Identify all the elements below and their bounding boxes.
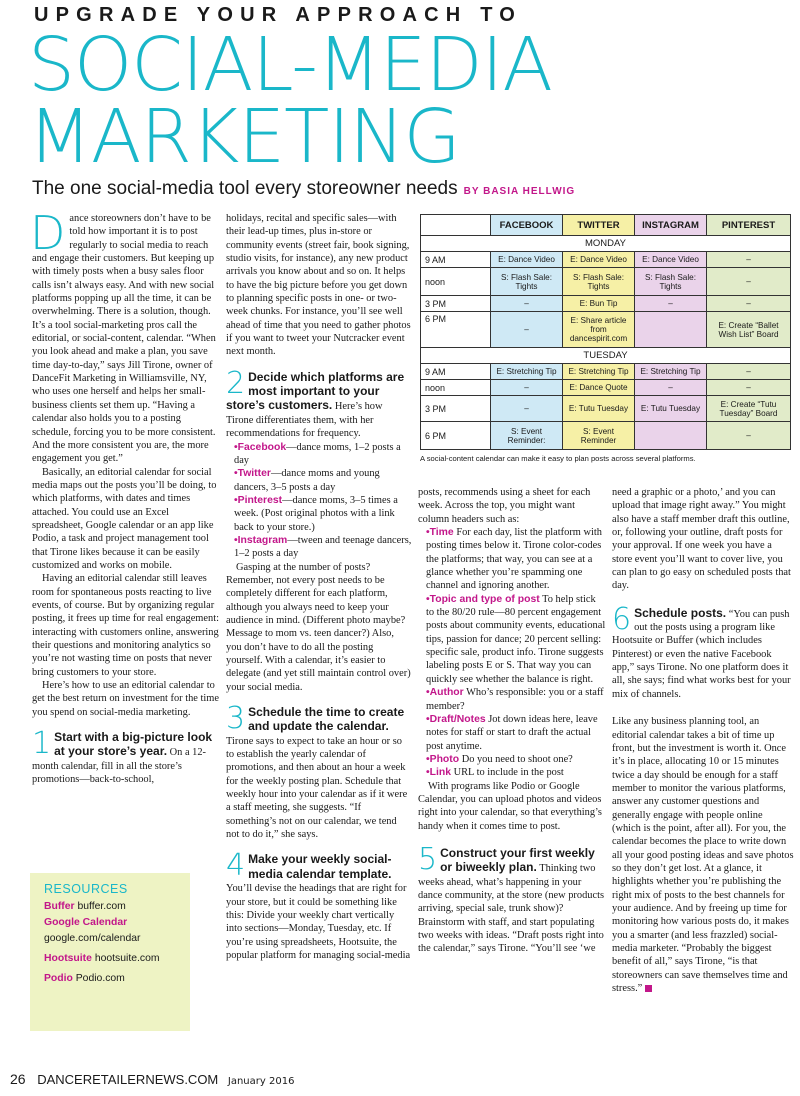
resource-item	[44, 899, 176, 915]
facebook-cell: –	[491, 296, 563, 312]
table-row	[421, 312, 791, 348]
column-header-item	[426, 753, 606, 766]
resource-url[interactable]: buffer.com	[77, 901, 126, 912]
step-number: 2	[226, 365, 246, 401]
bullet-text: —dance moms, 1–2 posts a day	[234, 441, 401, 466]
step-5	[418, 841, 606, 956]
bullet-label: • Facebook	[234, 442, 286, 453]
step-heading: Schedule the time to create and update the calendar.	[248, 705, 405, 734]
twitter-cell: S: Flash Sale: Tights	[563, 268, 635, 296]
twitter-cell: E: Tutu Tuesday	[563, 396, 635, 422]
platform-bullet	[234, 494, 412, 534]
step-text: On a 12-month calendar, fill in all the store’s promotions—back-to-school,	[32, 747, 207, 786]
social-calendar-table	[420, 214, 791, 450]
step-number: 6	[612, 601, 632, 637]
closing-paragraph	[612, 715, 794, 995]
pinterest-cell: –	[707, 252, 791, 268]
facebook-cell: E: Stretching Tip	[491, 364, 563, 380]
item-label: • Draft/Notes	[426, 714, 486, 725]
instagram-cell: E: Stretching Tip	[635, 364, 707, 380]
item-text: Who’s responsible: you or a staff member?	[426, 687, 604, 712]
paragraph: Gasping at the number of posts? Remember, not every post needs to be completely different for each platform, although you always need to keep your audience in mind. (Different photo maybe? Message to mom vs. teen dancer?) Also, you don’t have to do all the posting yourself. With a calendar, it’s easier to delegate (and yet still maintain control over) your social media.	[226, 561, 411, 693]
twitter-cell: E: Bun Tip	[563, 296, 635, 312]
instagram-cell: E: Tutu Tuesday	[635, 396, 707, 422]
step-text: Thinking two weeks ahead, what’s happening in your dance community, at the store (new products arriving, special sale, trunk show)? Brainstorm with staff, and start populating two weeks with ideas. “Draft posts right into the calendar,” says Tirone. “You’ll see ‘we	[418, 863, 605, 955]
step-number: 1	[32, 726, 52, 762]
time-cell: 6 PM	[421, 422, 491, 450]
twitter-cell: E: Share article from dancespirit.com	[563, 312, 635, 348]
step-text: You’ll devise the headings that are right for your store, but it could be something like this: Divide your weekly chart vertically into sections—Monday, Tuesday, etc. If you’re using spreadsheets, Hootsuite, the popular platform for managing social-media	[226, 883, 411, 961]
twitter-cell: E: Stretching Tip	[563, 364, 635, 380]
day-label: TUESDAY	[421, 348, 791, 364]
platform-bullet	[234, 441, 412, 468]
intro-paragraph: ance storeowners don’t have to be told how important it is to post regularly to social media to reach and engage their customers. But keeping up with timely posts when a busy sales floor calls isn’t always easy. And with new social platforms popping up all the time, it can be overwhelming. There is a solution, though. It’s a tool social-marketing pros call the editorial, or social-content, calendar. “When you look ahead and make a plan, you save time day-to-day,” says Jill Tirone, owner of DanceFit Marketing in Williamsville, NY, who uses one herself and helps her small-business clients set them up. “Having a calendar also holds you to a posting schedule, forcing you to be more consistent. And the more consistent you are, the more engagement you get.”	[32, 213, 216, 465]
pinterest-cell: –	[707, 268, 791, 296]
step-2	[226, 365, 412, 441]
time-cell: 6 PM	[421, 312, 491, 348]
resource-item	[44, 951, 176, 967]
step-4	[226, 848, 412, 962]
facebook-cell: S: Flash Sale: Tights	[491, 268, 563, 296]
drop-cap: D	[30, 206, 66, 260]
item-text: To help stick to the 80/20 rule—80 percent engagement posts about community events, educational tips, passion for dance; 20 percent selling: specific sale, product info. Tirone suggests labeling posts E or S. That way you can quickly see whether the balance is right.	[426, 593, 606, 685]
resource-url[interactable]: Podio.com	[75, 973, 125, 984]
page-number: 26	[10, 1071, 26, 1087]
column-header-item	[426, 593, 606, 686]
table-row	[421, 268, 791, 296]
facebook-cell: –	[491, 396, 563, 422]
step-number: 5	[418, 841, 438, 877]
bullet-text: —tween and teenage dancers, 1–2 posts a day	[234, 534, 412, 560]
resource-name: Podio	[44, 973, 73, 984]
paragraph-text: holidays, recital and specific sales—with their lead-up times, plus in-store or community events (street fair, book signing, studio visits, for instance), any new product arrivals you know about and so on. It helps to have the big picture before you get down to planning specific posts in one- or two-week chunks. For instance, you’ll see well ahead of time that you need to gather photos if you want to tweet your Nutcracker event next month.	[226, 213, 411, 358]
day-row	[421, 348, 791, 364]
subtitle	[32, 178, 575, 200]
step-6	[612, 601, 794, 701]
platform-bullet	[234, 467, 412, 494]
instagram-cell: –	[635, 380, 707, 396]
day-row	[421, 236, 791, 252]
item-label: • Time	[426, 527, 454, 538]
instagram-cell: S: Flash Sale: Tights	[635, 268, 707, 296]
time-cell: 3 PM	[421, 396, 491, 422]
bullet-label: • Instagram	[234, 535, 287, 546]
footer	[10, 1071, 294, 1087]
resources-box	[30, 873, 190, 1031]
twitter-cell: E: Dance Quote	[563, 380, 635, 396]
title-line-2: MARKETING	[28, 94, 460, 180]
item-text: Jot down ideas here, leave notes for staff or start to draft the actual post anytime.	[426, 713, 598, 752]
paragraph: need a graphic or a photo,’ and you can upload that image right away.” You might also have a staff member draft this outline, or, following your outline, draft posts for your approval. If one week you have a store event you’ll want to cover live, you can plan to go easy on scheduled posts that day.	[612, 487, 791, 592]
table-row	[421, 396, 791, 422]
table-row	[421, 364, 791, 380]
facebook-cell: E: Dance Video	[491, 252, 563, 268]
column-header-item	[426, 686, 606, 713]
header-facebook: FACEBOOK	[491, 215, 563, 236]
pinterest-cell: –	[707, 296, 791, 312]
header-blank	[421, 215, 491, 236]
item-text: For each day, list the platform with posting times below it. Tirone color-codes the platforms; that way, you can see at a glance whether you’re spamming one channel and ignoring another.	[426, 527, 602, 592]
instagram-cell: –	[635, 296, 707, 312]
step-heading: Schedule posts.	[634, 605, 727, 620]
column-2	[226, 212, 412, 962]
step-1	[32, 726, 222, 786]
step-heading: Make your weekly social-media calendar template.	[248, 852, 392, 881]
time-cell: noon	[421, 268, 491, 296]
header-pinterest: PINTEREST	[707, 215, 791, 236]
paragraph-text: Like any business planning tool, an editorial calendar takes a bit of time up front, but the investment is worth it. Once it’s in place, allocating 10 or 15 minutes twice a day should be enough for a staff member to monitor the various platforms, answer any customer questions and generally engage with people online (which is the point, after all). For you, the calendar becomes the place to write down all your good posting ideas and save photos so they don’t get lost. At a glance, it highlights whether you’re publishing the right mix of posts to the best channels for your audience. And by freeing up time for monitoring how various posts do, it makes you a smarter (and less frazzled) social-media marketer. “Probably the biggest benefit of all,” says Tirone, “is that storeowners can save themselves time and stress.”	[612, 716, 794, 995]
item-label: • Author	[426, 687, 464, 698]
resource-item	[44, 915, 176, 947]
pinterest-cell: –	[707, 422, 791, 450]
end-mark-icon	[645, 985, 652, 992]
table-row	[421, 296, 791, 312]
paragraph: Here’s how to use an editorial calendar to get the best return on investment for the time you spend on social-media marketing.	[32, 680, 219, 718]
time-cell: 9 AM	[421, 252, 491, 268]
resources-title: RESOURCES	[44, 882, 128, 896]
platform-bullet	[234, 534, 412, 561]
column-header-item	[426, 766, 606, 779]
facebook-cell: S: Event Reminder:	[491, 422, 563, 450]
header-twitter: TWITTER	[563, 215, 635, 236]
item-text: Do you need to shoot one?	[461, 753, 573, 765]
resource-name: Hootsuite	[44, 953, 92, 964]
paragraph: Basically, an editorial calendar for social media maps out the posts you’ll be doing, to which platforms, with dates and times attached. You could use an Excel spreadsheet, Google calendar or an app like Podio, a task and project management tool that Tirone likes because it can be easily customized and works on mobile.	[32, 466, 217, 571]
bullet-text: —dance moms and young dancers, 3–5 posts a day	[234, 468, 380, 493]
site-name[interactable]: DANCERETAILERNEWS.COM	[37, 1072, 219, 1087]
step-number: 4	[226, 848, 246, 884]
time-cell: 3 PM	[421, 296, 491, 312]
pinterest-cell: –	[707, 364, 791, 380]
table-row	[421, 252, 791, 268]
item-label: • Photo	[426, 754, 459, 765]
resource-url[interactable]: hootsuite.com	[94, 953, 160, 964]
resource-url[interactable]: google.com/calendar	[44, 933, 141, 944]
item-text: URL to include in the post	[453, 767, 564, 779]
subtitle-text: The one social-media tool every storeowner needs	[32, 178, 458, 199]
instagram-cell	[635, 312, 707, 348]
table-header-row	[421, 215, 791, 236]
column-header-item	[426, 713, 606, 753]
day-label: MONDAY	[421, 236, 791, 252]
paragraph: Having an editorial calendar still leaves room for spontaneous posts reacting to live events, of course. But by organizing regular posting, it frees up time for real engagement: interacting with customers online, answering their questions and monitoring analytics so you’re not wasting time on posts that never bring customers to your store.	[32, 573, 219, 678]
table-row	[421, 380, 791, 396]
step-3	[226, 701, 412, 841]
instagram-cell	[635, 422, 707, 450]
bullet-text: —dance moms, 3–5 times a week. (Post original photos with a link back to your store.)	[234, 494, 398, 533]
paragraph: With programs like Podio or Google Calendar, you can upload photos and videos right into your calendar, so that everything’s handy when it comes time to post.	[418, 780, 602, 832]
item-label: • Topic and type of post	[426, 594, 540, 605]
twitter-cell: E: Dance Video	[563, 252, 635, 268]
facebook-cell: –	[491, 380, 563, 396]
paragraph	[226, 212, 412, 359]
pinterest-cell: E: Create “Tutu Tuesday” Board	[707, 396, 791, 422]
resource-item	[44, 971, 176, 987]
step-text: Tirone says to expect to take an hour or so to establish the yearly calendar of promotions, and then about an hour a week for the weekly posting plan. Schedule that weekly hour into your calendar as if it were a staff meeting, she suggests. “If something’s not on our calendar, we tend not to do it,” she says.	[226, 735, 408, 841]
header-instagram: INSTAGRAM	[635, 215, 707, 236]
step-heading: Construct your first weekly or biweekly plan.	[440, 845, 595, 875]
facebook-cell: –	[491, 312, 563, 348]
column-1	[30, 206, 222, 786]
bullet-label: • Twitter	[234, 468, 271, 479]
byline: BY BASIA HELLWIG	[463, 186, 576, 197]
instagram-cell: E: Dance Video	[635, 252, 707, 268]
pinterest-cell: –	[707, 380, 791, 396]
bullet-label: • Pinterest	[234, 495, 282, 506]
step-text: “You can push out the posts using a program like Hootsuite or Buffer (which includes Pinterest) or even the native Facebook app,” says Tirone. No one platform does it all, she says; find what works best for your mix of channels.	[612, 608, 791, 700]
table-row	[421, 422, 791, 450]
table-caption: A social-content calendar can make it easy to plan posts across several platforms.	[420, 454, 696, 463]
paragraph: posts, recommends using a sheet for each week. Across the top, you might want column headers such as:	[418, 487, 591, 525]
pinterest-cell: E: Create “Ballet Wish List” Board	[707, 312, 791, 348]
resource-name: Buffer	[44, 901, 75, 912]
title-line-1: SOCIAL-MEDIA	[28, 22, 552, 108]
calendar-figure	[420, 214, 792, 463]
time-cell: noon	[421, 380, 491, 396]
item-label: • Link	[426, 767, 451, 778]
kicker: UPGRADE YOUR APPROACH TO	[34, 4, 523, 26]
step-number: 3	[226, 701, 246, 737]
time-cell: 9 AM	[421, 364, 491, 380]
twitter-cell: S: Event Reminder	[563, 422, 635, 450]
column-header-item	[426, 526, 606, 593]
issue-date: January 2016	[227, 1076, 295, 1087]
resource-name: Google Calendar	[44, 917, 128, 928]
column-3	[418, 486, 606, 956]
column-4	[612, 486, 794, 995]
step-text: Here’s how Tirone differentiates them, with her recommendations for frequency.	[226, 401, 383, 440]
step-heading: Decide which platforms are most important to your store’s customers.	[226, 369, 405, 413]
step-heading: Start with a big-picture look at your store’s year.	[54, 730, 213, 759]
